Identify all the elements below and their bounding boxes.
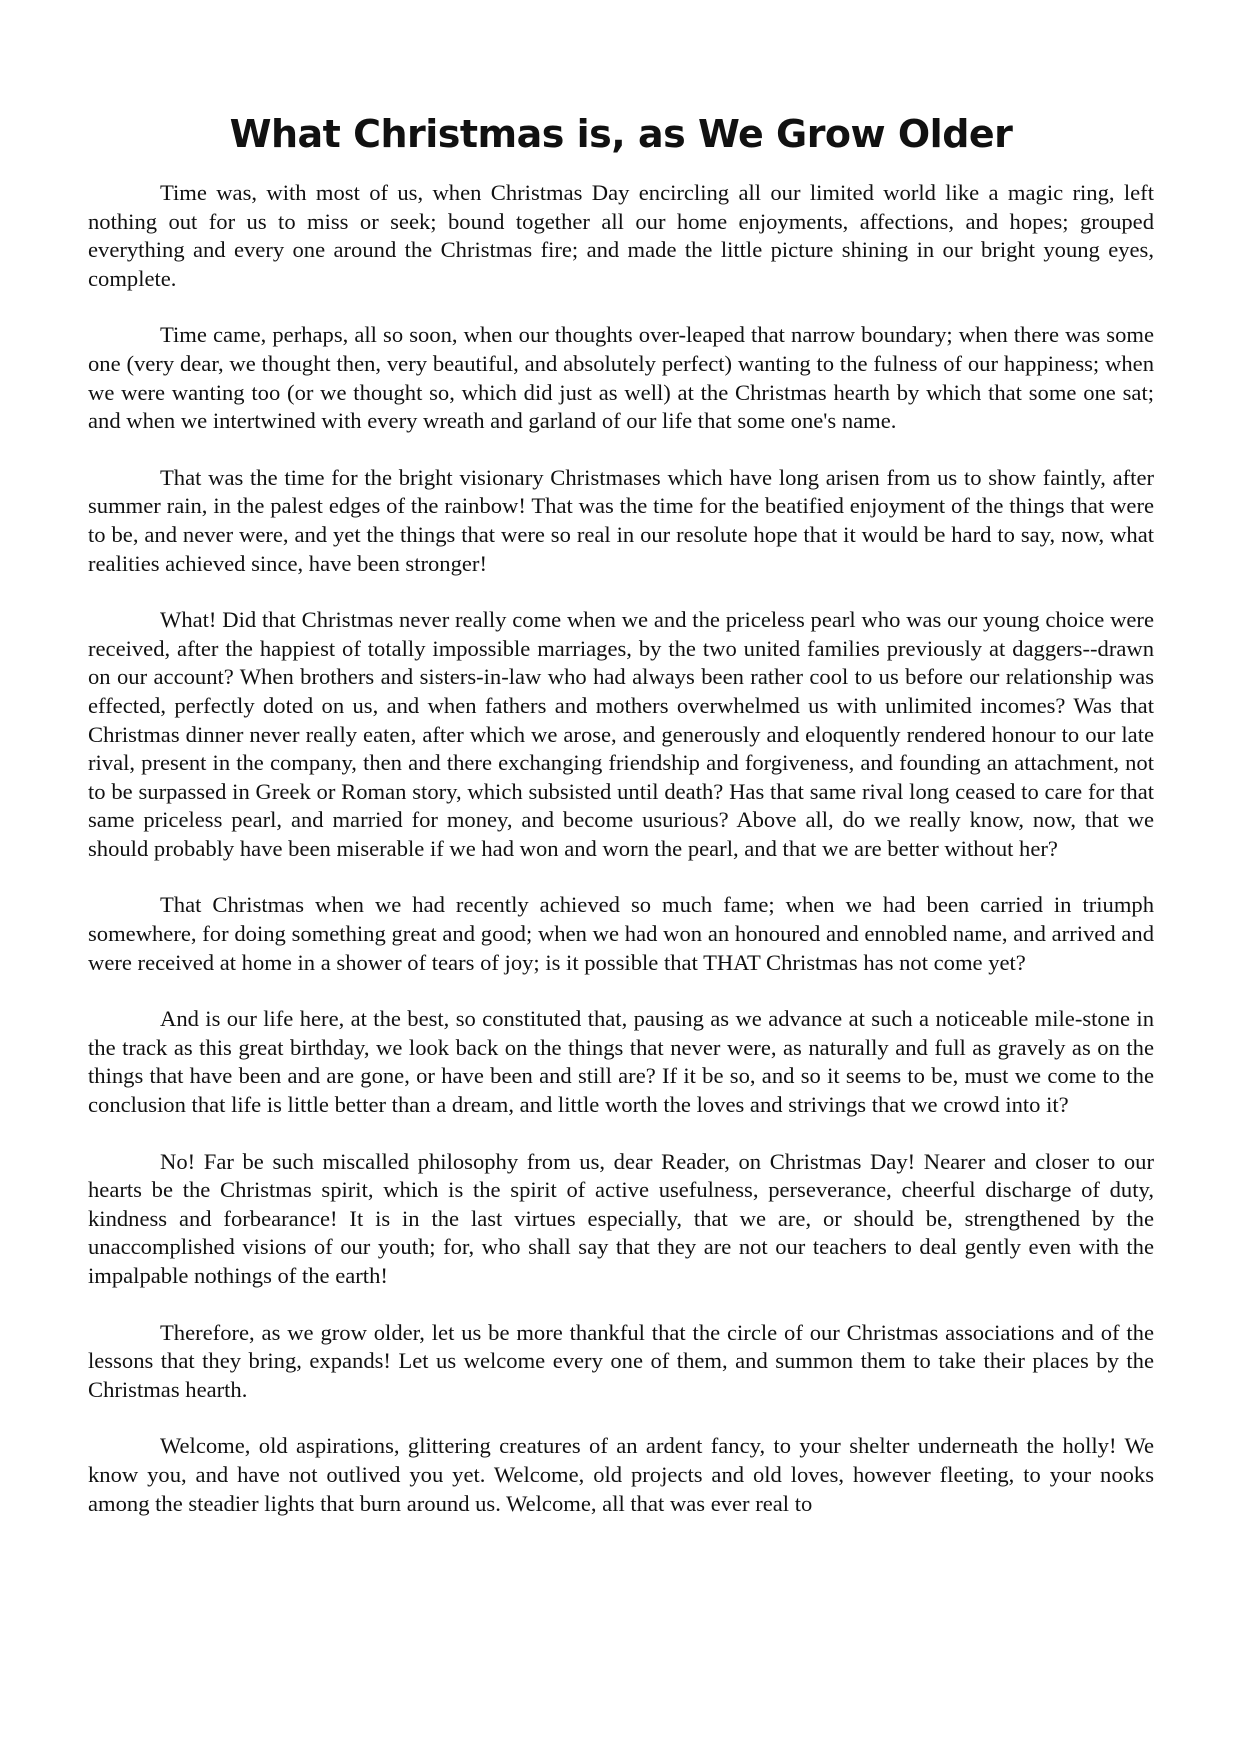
- document-title: What Christmas is, as We Grow Older: [229, 112, 1013, 156]
- paragraph-3: That was the time for the bright visionary Christmases which have long arisen from us to show faintly, after summer rain, in the palest edges of the rainbow! That was the time for the beatified enjoyment of the things that were to be, and never were, and yet the things that were so real in our resolute hope that it would be hard to say, now, what realities achieved since, have been stronger!: [88, 464, 1154, 576]
- paragraph-4: What! Did that Christmas never really come when we and the priceless pearl who was our young choice were received, after the happiest of totally impossible marriages, by the two united families previously at daggers--drawn on our account? When brothers and sisters-in-law who had always been rather cool to us before our relationship was effected, perfectly doted on us, and when fathers and mothers overwhelmed us with unlimited incomes? Was that Christmas dinner never really eaten, after which we arose, and generously and eloquently rendered honour to our late rival, present in the company, then and there exchanging friendship and forgiveness, and founding an attachment, not to be surpassed in Greek or Roman story, which subsisted until death? Has that same rival long ceased to care for that same priceless pearl, and married for money, and become usurious? Above all, do we really know, now, that we should probably have been miserable if we had won and worn the pearl, and that we are better without her?: [88, 607, 1154, 861]
- paragraph-8: Therefore, as we grow older, let us be more thankful that the circle of our Christmas associations and of the lessons that they bring, expands! Let us welcome every one of them, and summon them to take their places by the Christmas hearth.: [88, 1319, 1154, 1402]
- paragraph-9: Welcome, old aspirations, glittering creatures of an ardent fancy, to your shelter underneath the holly! We know you, and have not outlived you yet. Welcome, old projects and old loves, however fleeting, to your nooks among the steadier lights that burn around us. Welcome, all that was ever real to: [88, 1433, 1154, 1516]
- document-page: [88, 110, 1154, 1518]
- paragraph-7: No! Far be such miscalled philosophy from us, dear Reader, on Christmas Day! Nearer and closer to our hearts be the Christmas spirit, which is the spirit of active usefulness, perseverance, cheerful discharge of duty, kindness and forbearance! It is in the last virtues especially, that we are, or should be, strengthened by the unaccomplished visions of our youth; for, who shall say that they are not our teachers to deal gently even with the impalpable nothings of the earth!: [88, 1148, 1154, 1288]
- paragraph-2: Time came, perhaps, all so soon, when our thoughts over-leaped that narrow boundary; when there was some one (very dear, we thought then, very beautiful, and absolutely perfect) wanting to the fulness of our happiness; when we were wanting too (or we thought so, which did just as well) at the Christmas hearth by which that some one sat; and when we intertwined with every wreath and garland of our life that some one's name.: [88, 322, 1154, 434]
- paragraph-6: And is our life here, at the best, so constituted that, pausing as we advance at such a noticeable mile-stone in the track as this great birthday, we look back on the things that never were, as naturally and full as gravely as on the things that have been and are gone, or have been and still are? If it be so, and so it seems to be, must we come to the conclusion that life is little better than a dream, and little worth the loves and strivings that we crowd into it?: [88, 1006, 1154, 1118]
- paragraph-1: Time was, with most of us, when Christmas Day encircling all our limited world like a magic ring, left nothing out for us to miss or seek; bound together all our home enjoyments, affections, and hopes; grouped everything and every one around the Christmas fire; and made the little picture shining in our bright young eyes, complete.: [88, 180, 1154, 291]
- paragraph-5: That Christmas when we had recently achieved so much fame; when we had been carried in triumph somewhere, for doing something great and good; when we had won an honoured and ennobled name, and arrived and were received at home in a shower of tears of joy; is it possible that THAT Christmas has not come yet?: [88, 892, 1154, 975]
